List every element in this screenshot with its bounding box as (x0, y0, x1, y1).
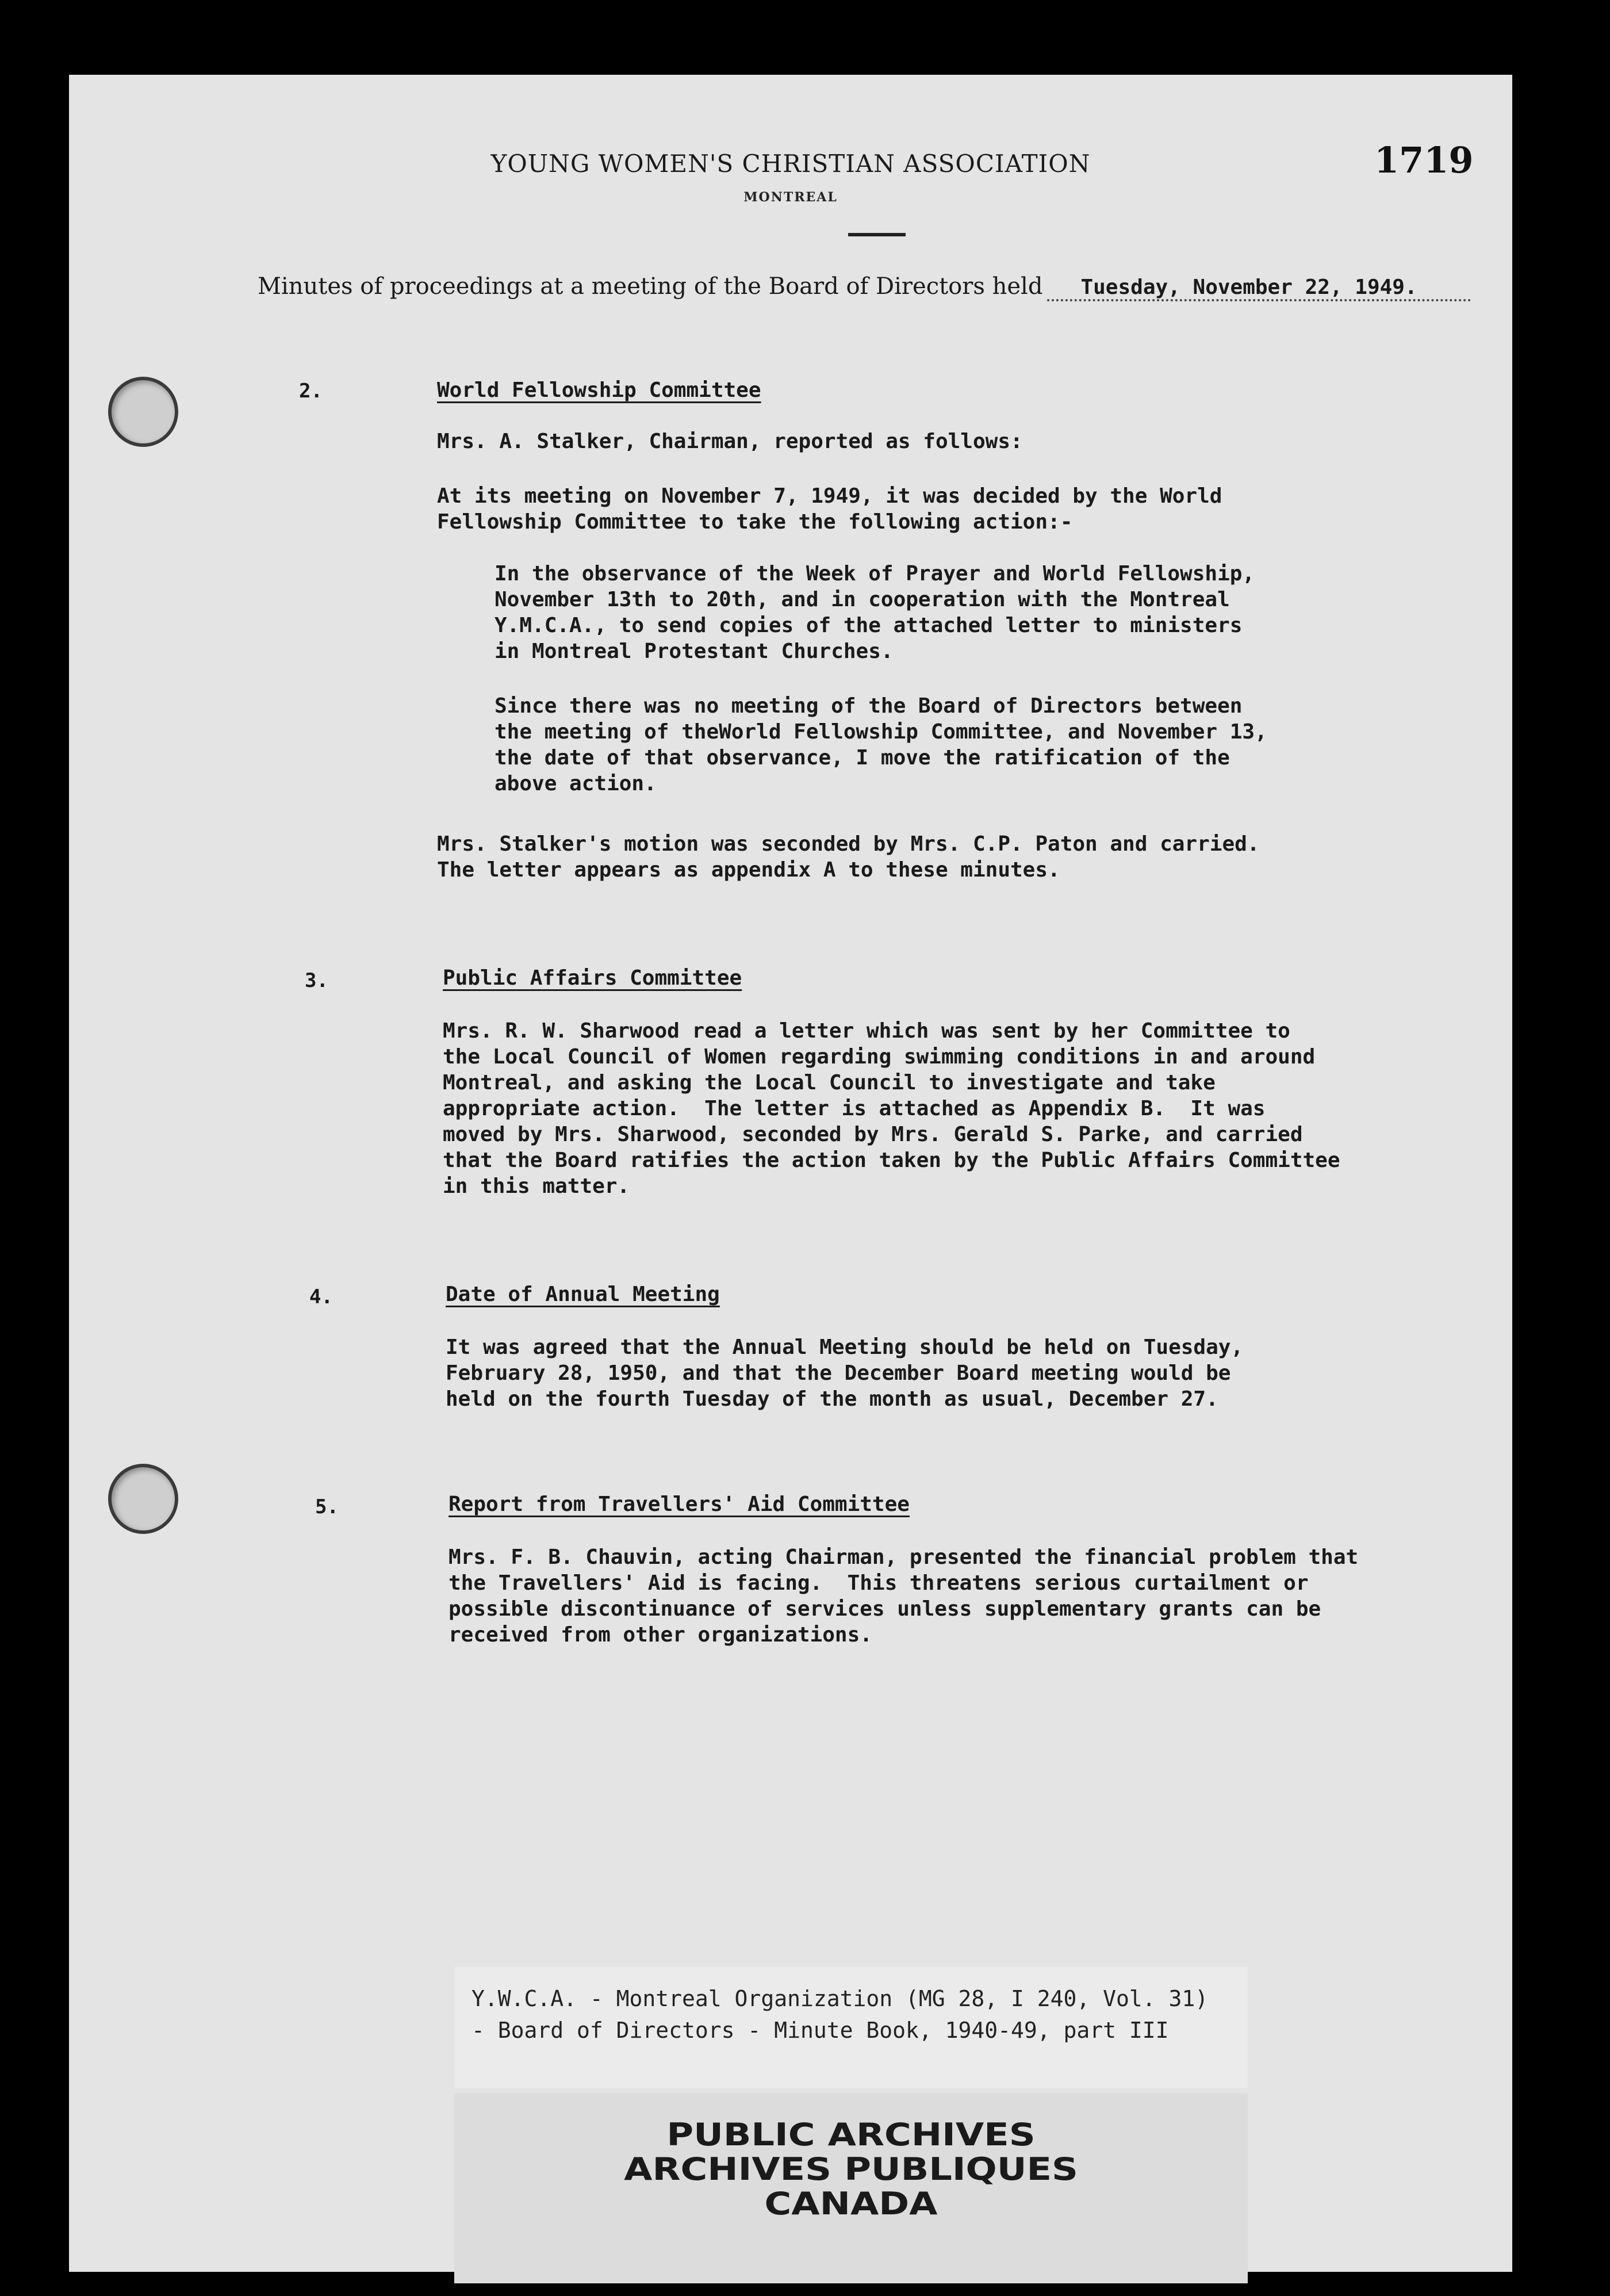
section-paragraph: Mrs. R. W. Sharwood read a letter which was sent by her Committee to the Local Council of Women regarding swimming conditions in and around Montreal, and asking the Local Council to investigate and take appropriate action. The letter is attached as Appendix B. It was moved by Mrs. Sharwood, seconded by Mrs. Gerald S. Parke, and carried that the Board ratifies the action taken by the Public Affairs Committee in this matter. (443, 1019, 1340, 1198)
archive-stamp-line: PUBLIC ARCHIVES (666, 2117, 1036, 2153)
minutes-heading (258, 273, 1471, 301)
archive-stamp (454, 2094, 1248, 2283)
section-title: World Fellowship Committee (437, 378, 761, 402)
organization-name: YOUNG WOMEN'S CHRISTIAN ASSOCIATION (490, 150, 1091, 178)
minutes-page (69, 75, 1512, 2272)
archive-reference-line: Y.W.C.A. - Montreal Organization (MG 28, I 240, Vol. 31) (471, 1986, 1209, 2011)
minutes-lead: Minutes of proceedings at a meeting of the Board of Directors held (258, 273, 1043, 300)
archive-reference-line: - Board of Directors - Minute Book, 1940-49, part III (471, 2018, 1169, 2043)
section-paragraph: In the observance of the Week of Prayer and World Fellowship, November 13th to 20th, and in cooperation with the Montreal Y.M.C.A., to send copies of the attached letter to ministers in Montreal Protestant Churches. (494, 562, 1255, 663)
section-paragraph: At its meeting on November 7, 1949, it was decided by the World Fellowship Committee to take the following action:- (437, 484, 1222, 534)
organization-city: MONTREAL (743, 190, 838, 205)
section-paragraph: Since there was no meeting of the Board of Directors between the meeting of theWorld Fellowship Committee, and November 13, the date of that observance, I move the ratification of the above action. (494, 694, 1267, 795)
section-paragraph: Mrs. A. Stalker, Chairman, reported as follows: (437, 430, 1023, 453)
header-rule (848, 233, 906, 236)
section-paragraph: It was agreed that the Annual Meeting should be held on Tuesday, February 28, 1950, and that the December Board meeting would be held on the fourth Tuesday of the month as usual, December 27. (446, 1335, 1244, 1411)
archive-stamp-line: ARCHIVES PUBLIQUES (624, 2151, 1078, 2187)
archive-reference-label (454, 1967, 1248, 2088)
section-paragraph: Mrs. F. B. Chauvin, acting Chairman, presented the financial problem that the Travellers' Aid is facing. This threatens serious curtailment or possible discontinuance of services unless supplementary grants can be received from other organizations. (448, 1545, 1359, 1647)
punch-hole (108, 377, 178, 447)
meeting-date: Tuesday, November 22, 1949. (1047, 275, 1471, 301)
section-title: Report from Travellers' Aid Committee (448, 1493, 910, 1516)
section-number: 2. (299, 380, 323, 403)
section-title: Public Affairs Committee (443, 966, 742, 990)
section-number: 3. (305, 969, 328, 992)
section-number: 5. (315, 1495, 339, 1518)
section-paragraph: Mrs. Stalker's motion was seconded by Mrs. C.P. Paton and carried. The letter appears as appendix A to these minutes. (437, 832, 1260, 882)
page-number: 1719 (1374, 139, 1474, 181)
section-number: 4. (309, 1285, 333, 1308)
section-title: Date of Annual Meeting (446, 1283, 720, 1306)
archive-stamp-line: CANADA (764, 2186, 938, 2222)
punch-hole (108, 1464, 178, 1534)
